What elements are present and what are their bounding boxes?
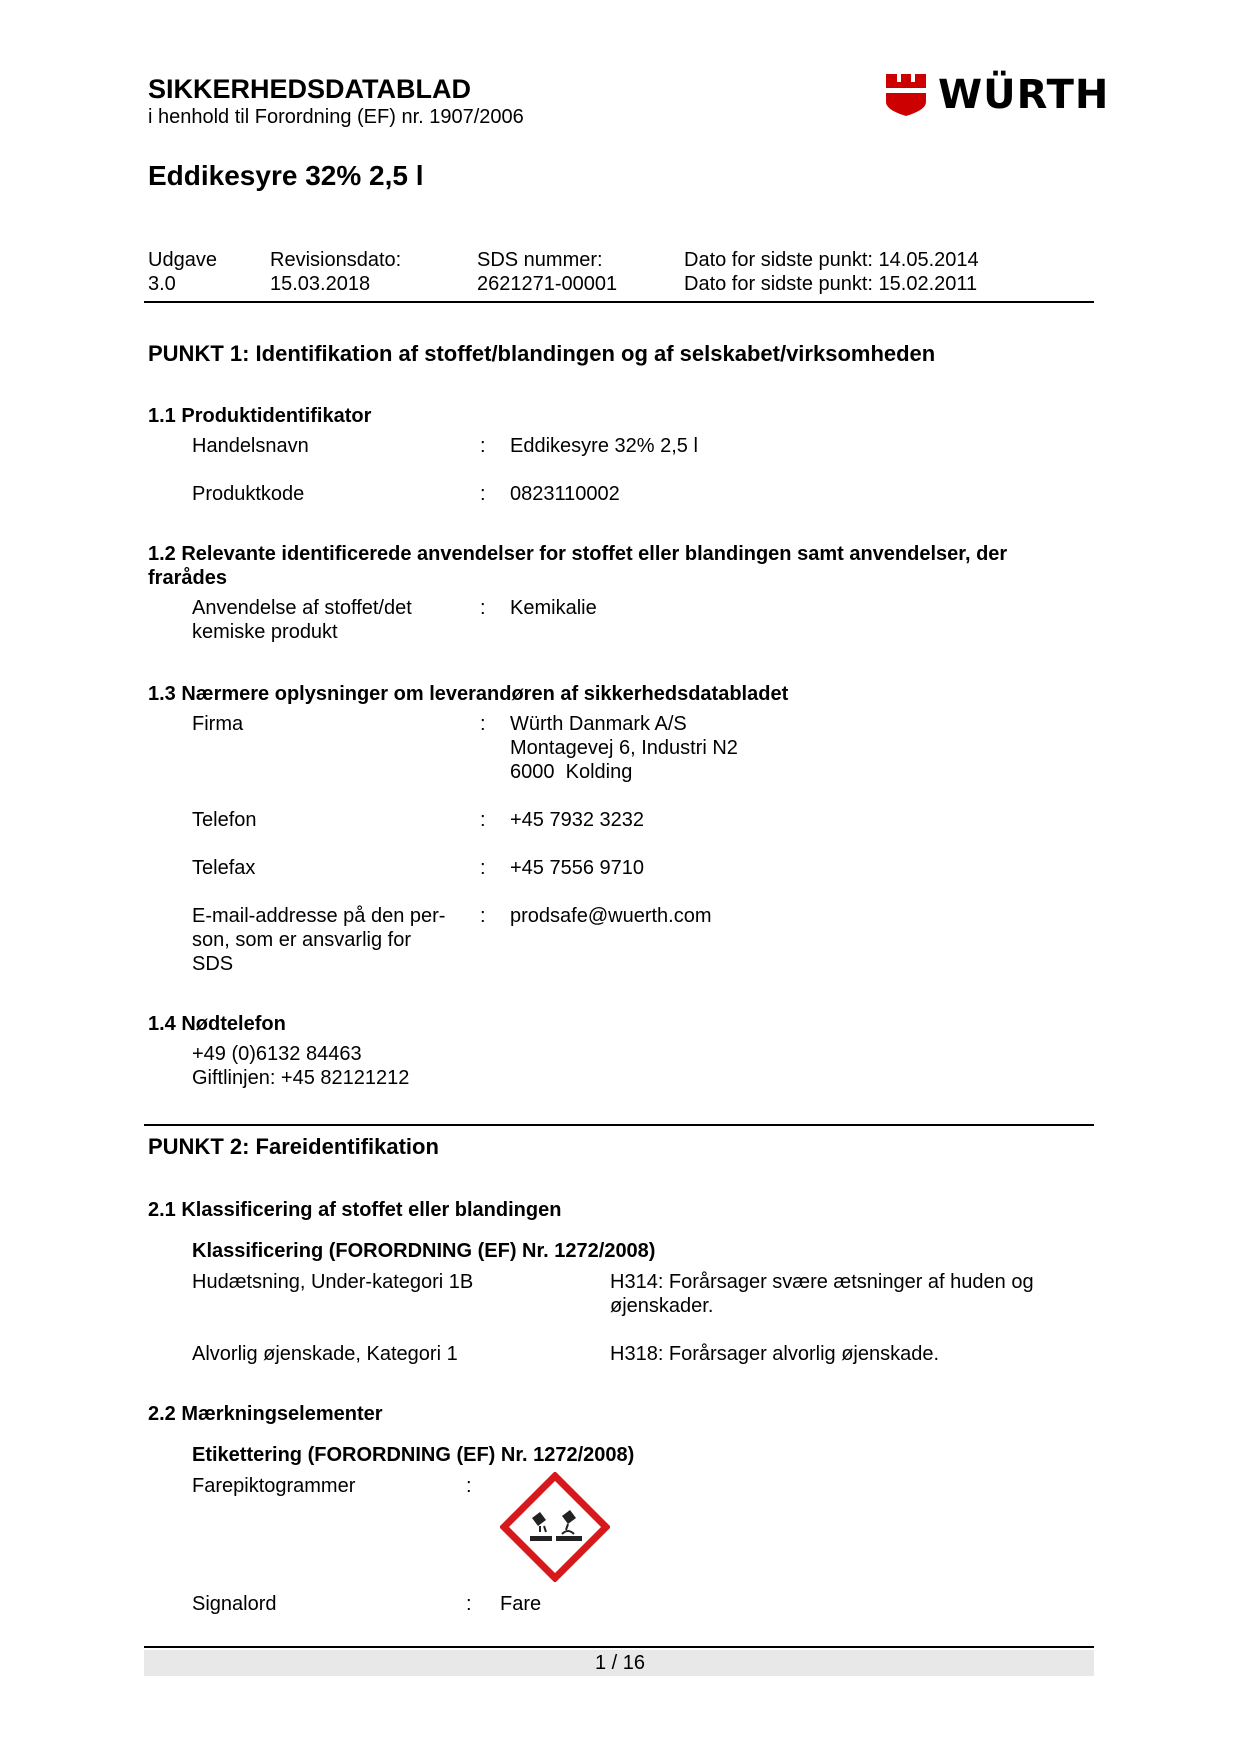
- class-skin-corrosion: Hudætsning, Under-kategori 1B: [192, 1271, 474, 1293]
- anvendelse-value: Kemikalie: [510, 597, 597, 619]
- firma-name: Würth Danmark A/S: [510, 713, 687, 735]
- udgave-value: 3.0: [148, 273, 176, 295]
- colon: :: [466, 1475, 472, 1497]
- colon: :: [480, 483, 486, 505]
- page-number: 1 / 16: [594, 1652, 646, 1674]
- wurth-logo-text: WÜRTH: [938, 72, 1110, 118]
- subsection-1-2-title-line1: 1.2 Relevante identificerede anvendelser for stoffet eller blandingen samt anvendelser, der: [148, 543, 1008, 565]
- colon: :: [466, 1593, 472, 1615]
- email-label-line2: son, som er ansvarlig for: [192, 929, 411, 951]
- colon: :: [480, 713, 486, 735]
- sds-label: SDS nummer:: [477, 249, 603, 271]
- handelsnavn-value: Eddikesyre 32% 2,5 l: [510, 435, 698, 457]
- subsection-2-2-title: 2.2 Mærkningselementer: [148, 1403, 383, 1425]
- nodtelefon-number: +49 (0)6132 84463: [192, 1043, 362, 1065]
- subsection-1-3-title: 1.3 Nærmere oplysninger om leverandøren af sikkerhedsdatabladet: [148, 683, 789, 705]
- section-1-title: PUNKT 1: Identifikation af stoffet/blandingen og af selskabet/virksomheden: [148, 341, 936, 366]
- subsection-1-1-title: 1.1 Produktidentifikator: [148, 405, 372, 427]
- revision-value: 15.03.2018: [270, 273, 371, 295]
- colon: :: [480, 857, 486, 879]
- email-label-line3: SDS: [192, 953, 234, 975]
- colon: :: [480, 435, 486, 457]
- telefax-value: +45 7556 9710: [510, 857, 645, 879]
- product-title: Eddikesyre 32% 2,5 l: [148, 160, 424, 191]
- anvendelse-label-line1: Anvendelse af stoffet/det: [192, 597, 412, 619]
- giftlinjen-number: Giftlinjen: +45 82121212: [192, 1067, 410, 1089]
- regulation-subtitle: i henhold til Forordning (EF) nr. 1907/2006: [148, 106, 524, 128]
- class-eye-damage: Alvorlig øjenskade, Kategori 1: [192, 1343, 458, 1365]
- h314-line2: øjenskader.: [610, 1295, 714, 1317]
- h318-statement: H318: Forårsager alvorlig øjenskade.: [610, 1343, 940, 1365]
- colon: :: [480, 905, 486, 927]
- date-last-point-1: Dato for sidste punkt: 14.05.2014: [684, 249, 979, 271]
- date-last-point-2: Dato for sidste punkt: 15.02.2011: [684, 273, 978, 295]
- section-divider: [144, 1124, 1094, 1126]
- farepiktogrammer-label: Farepiktogrammer: [192, 1475, 356, 1497]
- handelsnavn-label: Handelsnavn: [192, 435, 309, 457]
- subsection-1-2-title-line2: frarådes: [148, 567, 227, 589]
- anvendelse-label-line2: kemiske produkt: [192, 621, 338, 643]
- signalord-label: Signalord: [192, 1593, 277, 1615]
- footer-divider: [144, 1646, 1094, 1648]
- colon: :: [480, 809, 486, 831]
- firma-city: 6000 Kolding: [510, 761, 633, 783]
- colon: :: [480, 597, 486, 619]
- klassificering-title: Klassificering (FORORDNING (EF) Nr. 1272/2008): [192, 1240, 656, 1262]
- revision-label: Revisionsdato:: [270, 249, 402, 271]
- etikettering-title: Etikettering (FORORDNING (EF) Nr. 1272/2008): [192, 1444, 635, 1466]
- subsection-1-4-title: 1.4 Nødtelefon: [148, 1013, 286, 1035]
- corrosion-pictogram-icon: [500, 1472, 610, 1582]
- email-label-line1: E-mail-addresse på den per-: [192, 905, 446, 927]
- sds-value: 2621271-00001: [477, 273, 618, 295]
- header-divider: [144, 301, 1094, 303]
- subsection-2-1-title: 2.1 Klassificering af stoffet eller blandingen: [148, 1199, 562, 1221]
- telefon-value: +45 7932 3232: [510, 809, 645, 831]
- email-value: prodsafe@wuerth.com: [510, 905, 712, 927]
- signalord-value: Fare: [500, 1593, 542, 1615]
- section-2-title: PUNKT 2: Fareidentifikation: [148, 1134, 439, 1159]
- udgave-label: Udgave: [148, 249, 217, 271]
- wurth-logo-icon: [884, 72, 928, 118]
- produktkode-label: Produktkode: [192, 483, 305, 505]
- produktkode-value: 0823110002: [510, 483, 620, 505]
- telefon-label: Telefon: [192, 809, 257, 831]
- firma-label: Firma: [192, 713, 244, 735]
- firma-address: Montagevej 6, Industri N2: [510, 737, 738, 759]
- h314-line1: H314: Forårsager svære ætsninger af huden og: [610, 1271, 1034, 1293]
- document-title: SIKKERHEDSDATABLAD: [148, 74, 471, 104]
- telefax-label: Telefax: [192, 857, 256, 879]
